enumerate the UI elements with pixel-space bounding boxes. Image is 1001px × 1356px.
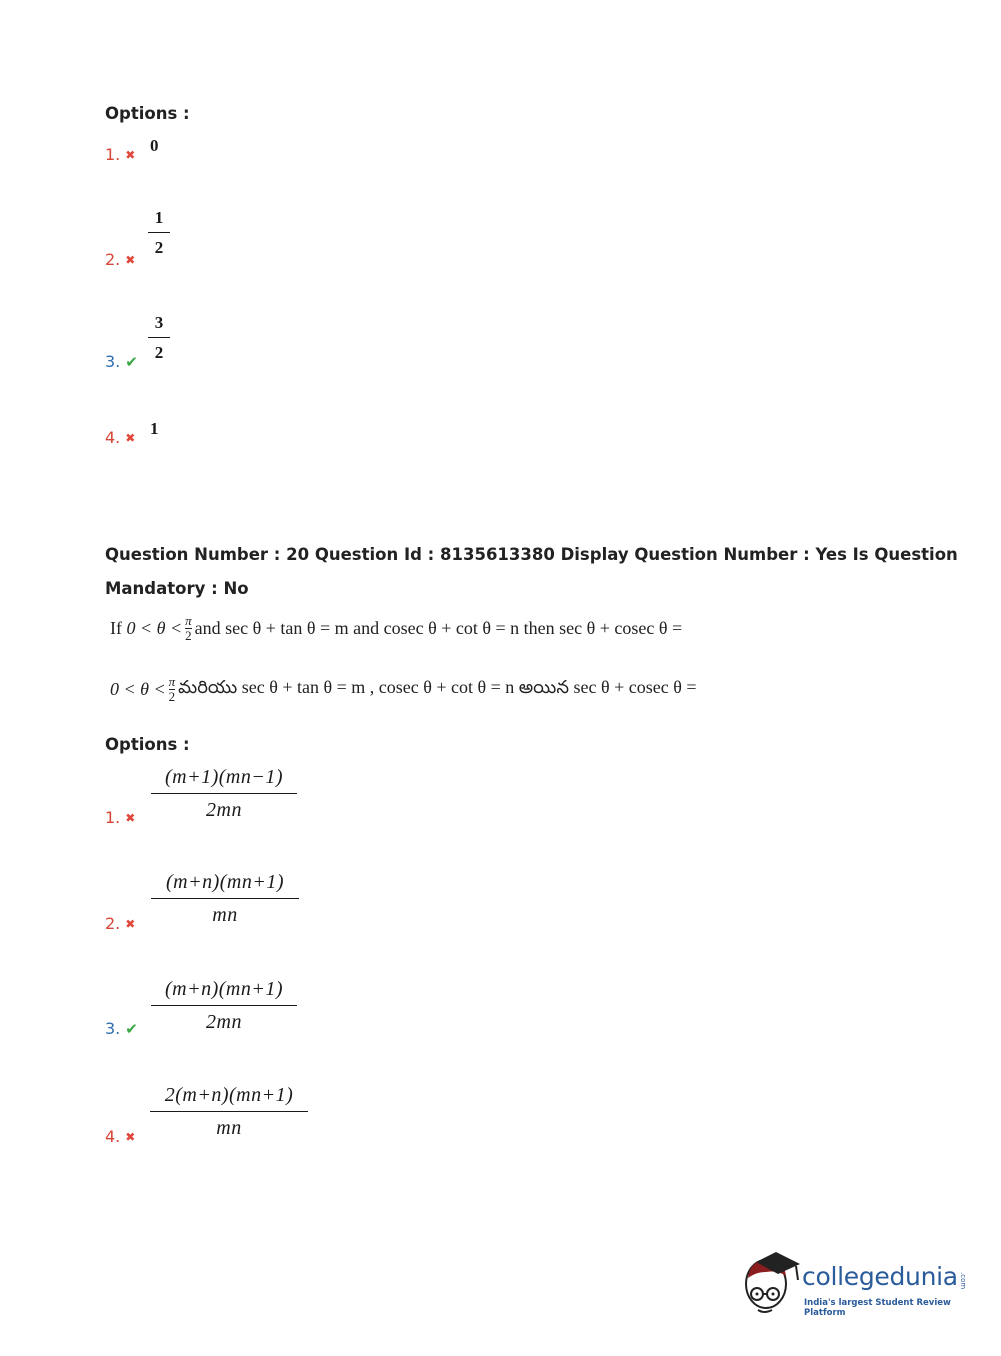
denominator: 2 bbox=[154, 343, 164, 362]
denominator: mn bbox=[216, 1117, 242, 1139]
option-3-fraction bbox=[151, 978, 297, 1034]
pi-symbol: π bbox=[168, 674, 176, 689]
question-telugu bbox=[110, 675, 696, 703]
option-number: 4. bbox=[105, 1127, 121, 1146]
condition: 0 < θ < bbox=[126, 617, 183, 638]
pi-over-two bbox=[169, 675, 176, 703]
logo-tagline: India's largest Student Review Platform bbox=[804, 1298, 951, 1318]
condition: 0 < θ < bbox=[110, 678, 166, 699]
cross-icon: ✖ bbox=[125, 1129, 136, 1144]
cross-icon: ✖ bbox=[125, 810, 136, 825]
option-1-fraction bbox=[151, 766, 297, 822]
option-number: 1. bbox=[105, 145, 121, 164]
numerator: 3 bbox=[154, 313, 164, 332]
option-1-value: 0 bbox=[150, 136, 159, 155]
pi-symbol: π bbox=[185, 613, 192, 628]
option-number: 2. bbox=[105, 250, 121, 269]
cross-icon: ✖ bbox=[125, 430, 136, 445]
numerator: (m+n)(mn+1) bbox=[165, 871, 285, 893]
question-text: and sec θ + tan θ = m and cosec θ + cot θ = n then sec θ + cosec θ = bbox=[194, 617, 683, 638]
cross-icon: ✖ bbox=[125, 916, 136, 931]
option-number: 2. bbox=[105, 914, 121, 933]
option-4-fraction bbox=[150, 1084, 308, 1140]
option-3[interactable] bbox=[105, 1019, 138, 1038]
option-2[interactable] bbox=[105, 250, 135, 269]
logo-wordmark: collegedunia bbox=[802, 1262, 958, 1291]
option-4-value: 1 bbox=[150, 419, 159, 438]
question-header-line2: Mandatory : No bbox=[105, 579, 249, 598]
mascot-icon bbox=[742, 1248, 802, 1318]
option-2[interactable] bbox=[105, 914, 135, 933]
option-1[interactable] bbox=[105, 145, 135, 164]
option-number: 3. bbox=[105, 1019, 121, 1038]
option-2-fraction bbox=[151, 871, 299, 927]
question-english bbox=[110, 614, 682, 642]
check-icon: ✔ bbox=[125, 352, 138, 371]
denominator: mn bbox=[212, 904, 238, 926]
option-2-fraction bbox=[148, 208, 170, 258]
option-4[interactable] bbox=[105, 1127, 135, 1146]
two: 2 bbox=[185, 627, 192, 643]
question-header-line1: Question Number : 20 Question Id : 8135613380 Display Question Number : Yes Is Question bbox=[105, 545, 958, 564]
question-text-telugu: మరియు sec θ + tan θ = m , cosec θ + cot θ = n అయిన sec θ + cosec θ = bbox=[178, 676, 697, 697]
option-3[interactable] bbox=[105, 352, 138, 371]
denominator: 2mn bbox=[206, 1011, 242, 1033]
cross-icon: ✖ bbox=[125, 252, 136, 267]
options-label: Options : bbox=[105, 735, 190, 754]
check-icon: ✔ bbox=[125, 1019, 138, 1038]
logo-suffix: .com bbox=[959, 1272, 967, 1290]
options-label: Options : bbox=[105, 104, 190, 123]
two: 2 bbox=[168, 688, 176, 704]
option-number: 3. bbox=[105, 352, 121, 371]
option-number: 4. bbox=[105, 428, 121, 447]
numerator: (m+1)(mn−1) bbox=[164, 766, 284, 788]
denominator: 2 bbox=[154, 238, 164, 257]
option-1[interactable] bbox=[105, 808, 135, 827]
collegedunia-logo[interactable] bbox=[742, 1248, 972, 1320]
option-4[interactable] bbox=[105, 428, 135, 447]
cross-icon: ✖ bbox=[125, 147, 136, 162]
numerator: (m+n)(mn+1) bbox=[164, 978, 284, 1000]
option-number: 1. bbox=[105, 808, 121, 827]
pi-over-two bbox=[185, 614, 192, 642]
option-3-fraction bbox=[148, 313, 170, 363]
denominator: 2mn bbox=[206, 799, 242, 821]
if-word: If bbox=[110, 617, 122, 638]
numerator: 1 bbox=[154, 208, 164, 227]
numerator: 2(m+n)(mn+1) bbox=[164, 1084, 294, 1106]
